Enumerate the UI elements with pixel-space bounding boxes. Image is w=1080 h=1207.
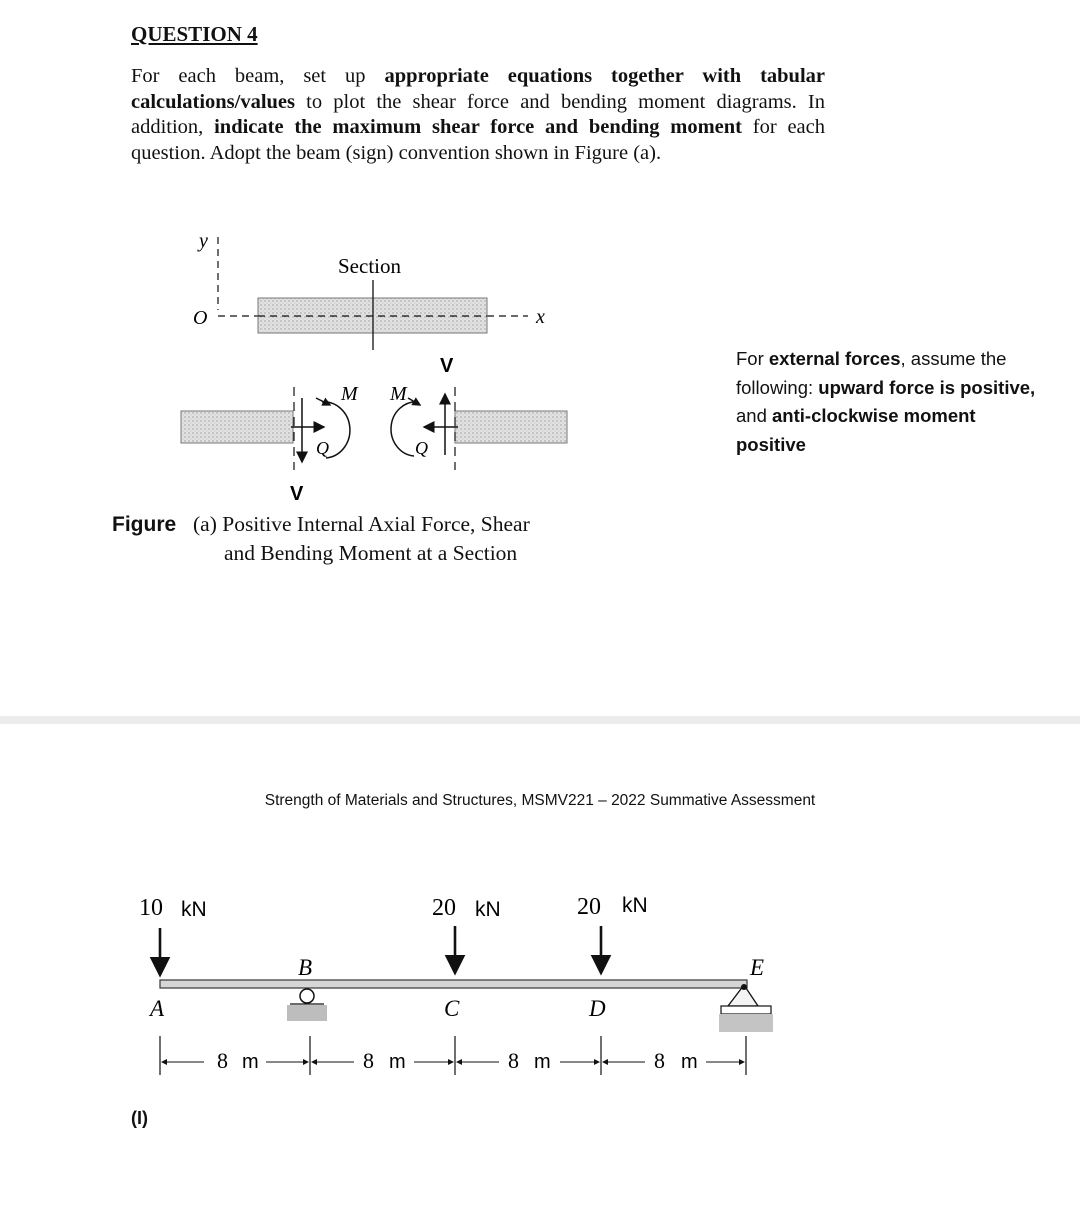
roller-support-b — [287, 989, 327, 1021]
ext-bold-2: upward force is positive, — [818, 376, 1036, 398]
load-c-unit: kN — [475, 898, 501, 921]
span1-value: 8 — [217, 1048, 228, 1073]
page-footer: Strength of Materials and Structures, MSMV221 – 2022 Summative Assessment — [264, 792, 816, 809]
question-title: QUESTION 4 — [131, 22, 258, 46]
ext-text-3: and — [736, 405, 773, 426]
point-c-label: C — [444, 996, 460, 1021]
span2-value: 8 — [363, 1048, 374, 1073]
page-divider — [0, 716, 1080, 724]
part-label: (I) — [131, 1108, 148, 1128]
axis-x-label: x — [536, 306, 545, 328]
beam — [160, 980, 747, 988]
point-e-label: E — [750, 955, 765, 980]
question-bold-1: appropriate equations together with tabular calculations/values — [131, 65, 825, 113]
q-left-label: Q — [316, 438, 329, 458]
pin-support-e — [719, 984, 773, 1032]
point-b-label: B — [298, 955, 313, 980]
figure-caption-line1: (a) Positive Internal Axial Force, Shear — [193, 512, 530, 536]
figure-label: Figure — [112, 513, 177, 536]
load-a-value: 10 — [139, 895, 163, 921]
m-left-label: M — [341, 383, 358, 405]
m-right-label: M — [390, 383, 407, 405]
span3-unit: m — [534, 1051, 551, 1073]
v-top-label: V — [440, 355, 454, 377]
question-text-3: for each question. Adopt the beam (sign) convention shown in Figure (a). — [131, 116, 826, 164]
section-label: Section — [338, 254, 401, 278]
span1-unit: m — [242, 1051, 259, 1073]
span4-unit: m — [681, 1051, 698, 1073]
axis-y-label: y — [199, 230, 208, 252]
load-d-value: 20 — [577, 894, 601, 920]
point-a-label: A — [150, 996, 165, 1021]
external-forces-note — [736, 345, 1036, 459]
load-c-value: 20 — [432, 895, 456, 921]
span3-value: 8 — [508, 1048, 519, 1073]
figure-caption-line2: and Bending Moment at a Section — [224, 541, 518, 565]
ext-text-2: , assume the following: — [736, 348, 1007, 398]
load-d-unit: kN — [622, 894, 648, 917]
ext-bold-1: external forces — [768, 348, 901, 369]
question-text-2: to plot the shear force and bending moment diagrams. In addition, — [131, 90, 825, 138]
span2-unit: m — [389, 1051, 406, 1073]
figure-caption — [193, 510, 530, 568]
ext-text-1: For — [736, 348, 769, 369]
load-a-unit: kN — [181, 898, 207, 921]
q-right-label: Q — [415, 438, 428, 458]
v-bottom-label: V — [290, 483, 304, 505]
point-d-label: D — [589, 996, 606, 1021]
span4-value: 8 — [654, 1048, 665, 1073]
axis-o-label: O — [193, 307, 208, 329]
question-bold-2: indicate the maximum shear force and bending moment — [214, 116, 743, 138]
question-text-1: For each beam, set up — [131, 65, 385, 87]
ext-bold-3: anti-clockwise moment positive — [736, 405, 976, 455]
